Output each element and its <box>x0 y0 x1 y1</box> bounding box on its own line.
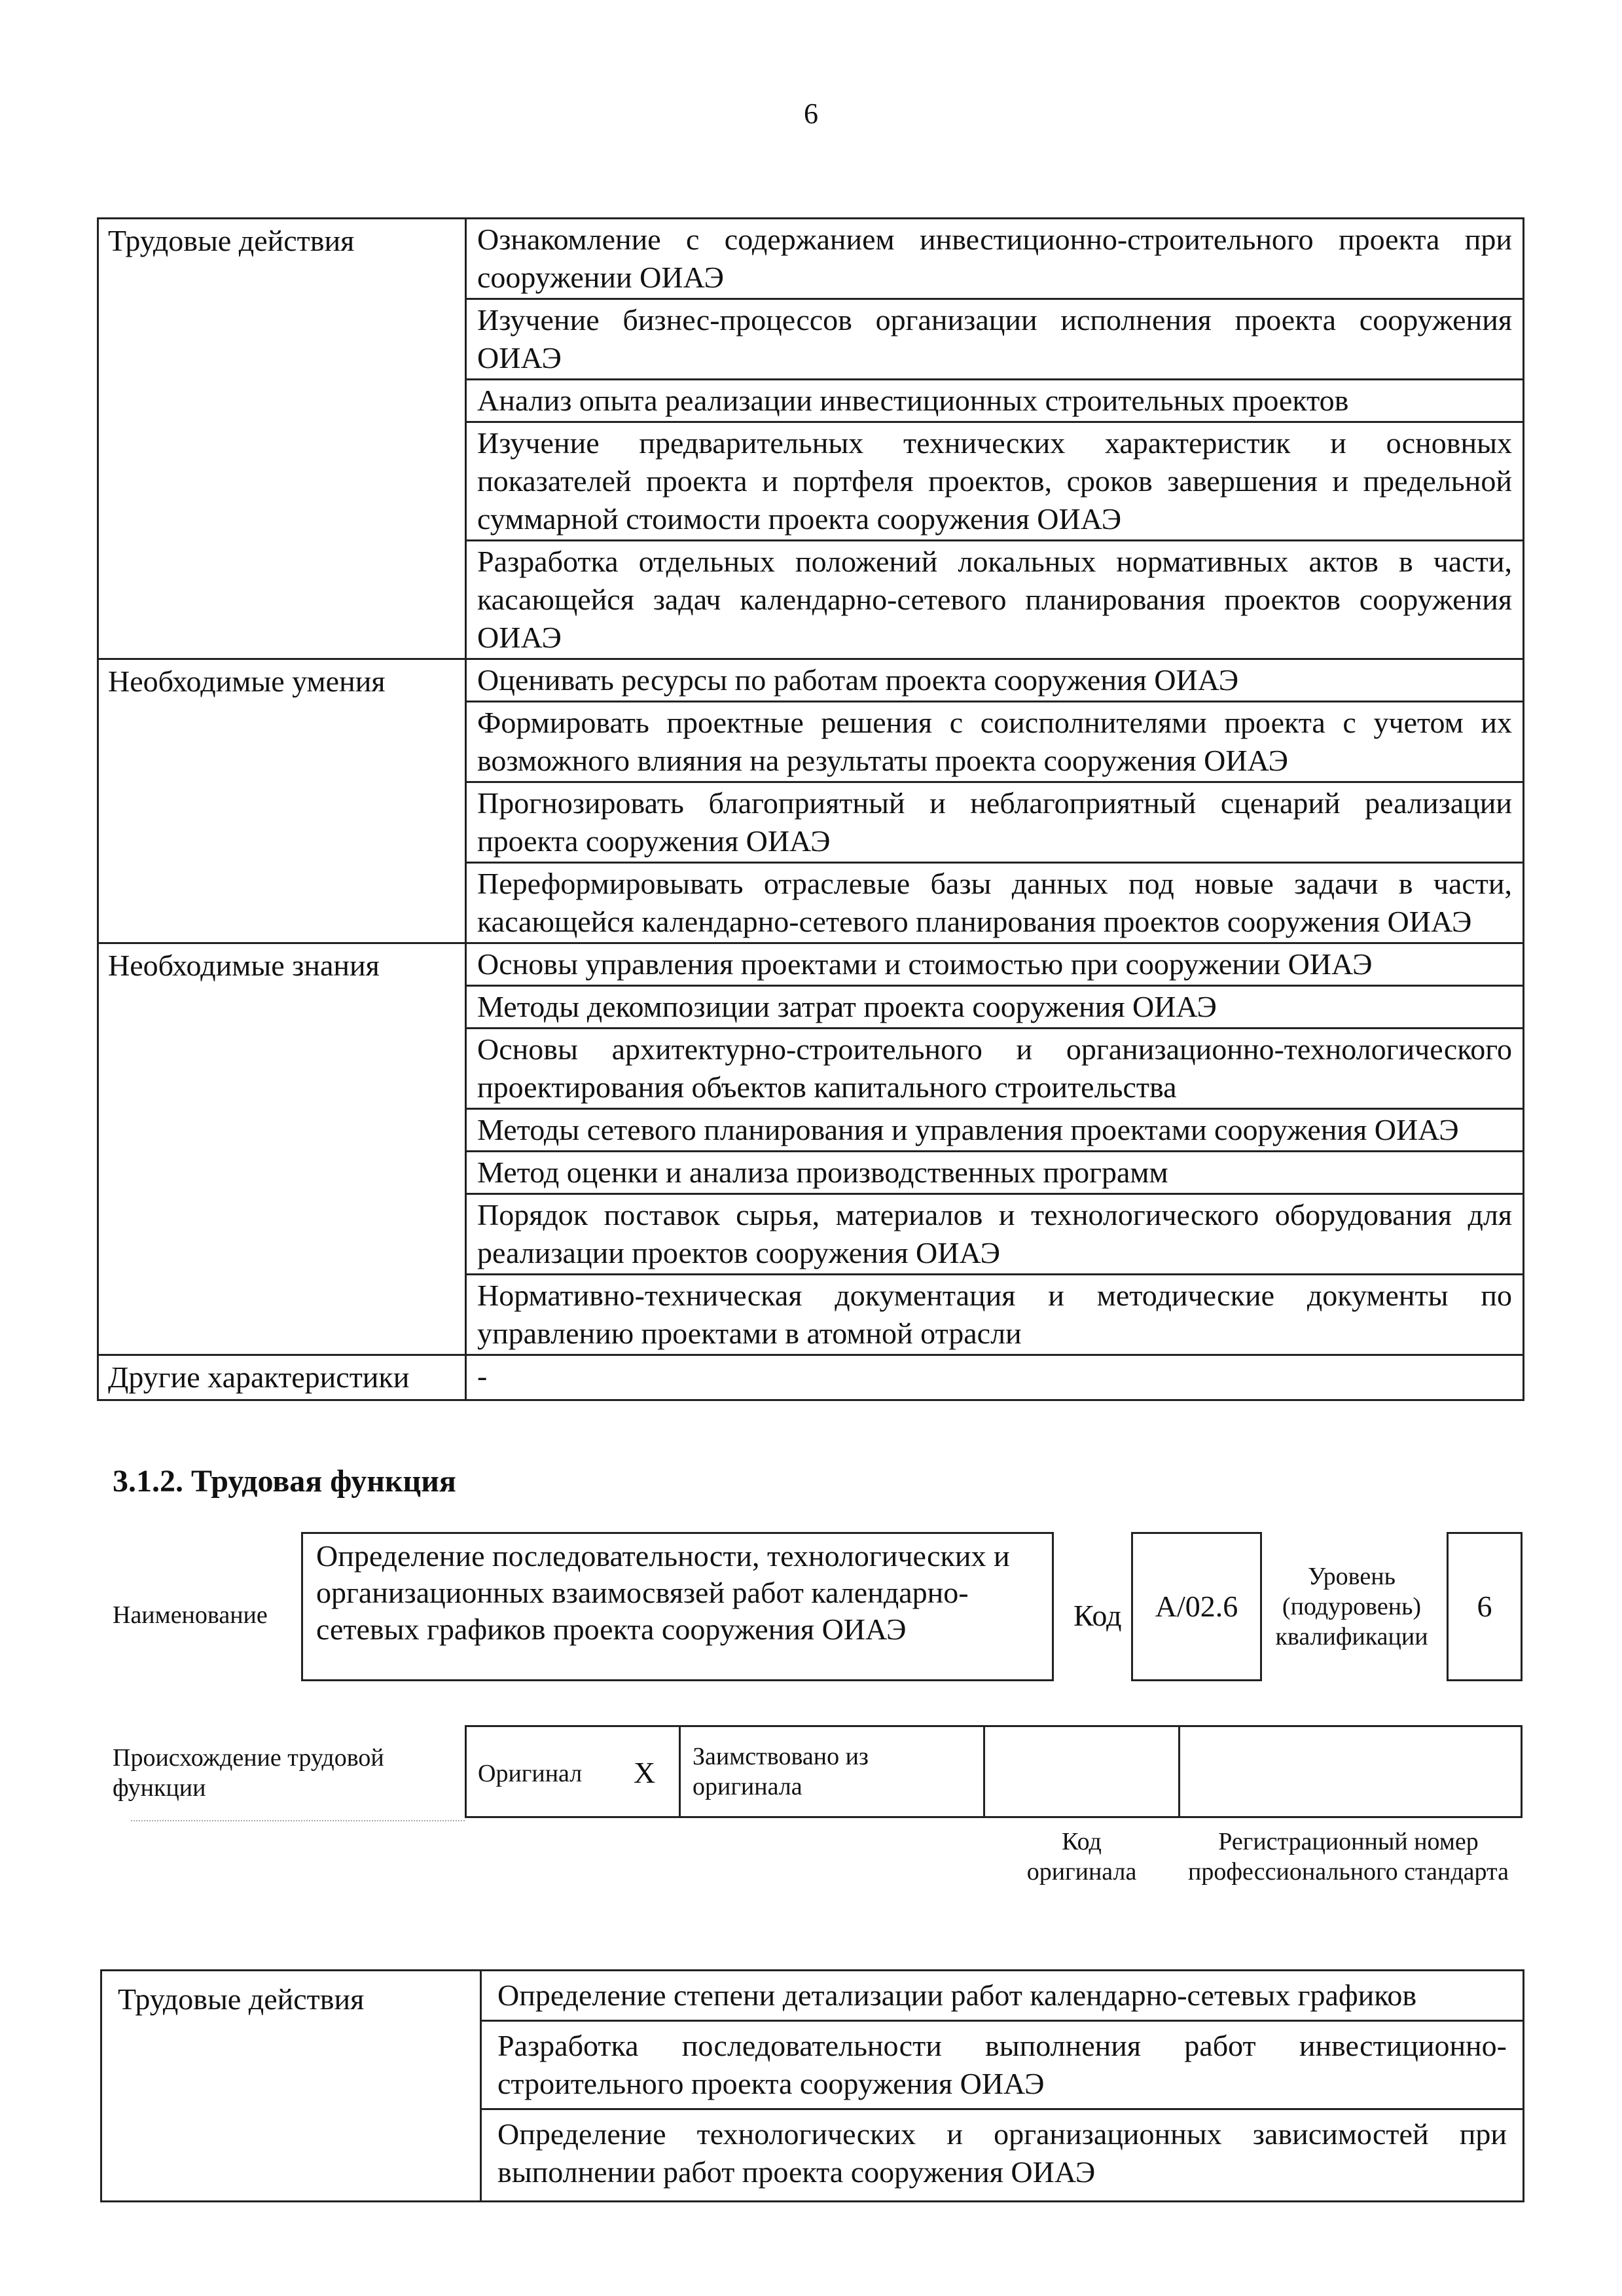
table-cell: Анализ опыта реализации инвестиционных строительных проектов <box>466 380 1524 422</box>
code-value: A/02.6 <box>1155 1590 1238 1623</box>
table-cell: Формировать проектные решения с соисполнителями проекта с учетом их возможного влияния на результаты проекта сооружения ОИАЭ <box>466 702 1524 782</box>
code-label: Код <box>1073 1599 1122 1632</box>
table-cell: Разработка последовательности выполнения работ инвестиционно-строительного проекта сооружения ОИАЭ <box>481 2021 1524 2109</box>
table-row <box>98 943 1524 986</box>
table-row <box>98 659 1524 702</box>
table-cell: Переформировывать отраслевые базы данных под новые задачи в части, касающейся календарно-сетевого планирования проектов сооружения ОИАЭ <box>466 863 1524 943</box>
row-label-labor-actions: Трудовые действия <box>98 219 466 659</box>
divider <box>1178 1725 1180 1818</box>
origin-label: Происхождение трудовой функции <box>113 1744 384 1802</box>
table-cell: Определение технологических и организационных зависимостей при выполнении работ проекта сооружения ОИАЭ <box>481 2109 1524 2202</box>
table-row <box>98 219 1524 299</box>
name-value-box <box>301 1532 1054 1681</box>
code-original-caption: Код оригинала <box>1026 1828 1137 1886</box>
labor-function-table-2 <box>100 1969 1524 2202</box>
divider <box>983 1725 985 1818</box>
divider <box>679 1725 681 1818</box>
origin-box <box>465 1725 1523 1818</box>
table-cell: Методы сетевого планирования и управления проектами сооружения ОИАЭ <box>466 1109 1524 1152</box>
labor-function-table-1 <box>97 217 1524 1401</box>
divider <box>131 1820 465 1821</box>
table-cell: Основы управления проектами и стоимостью при сооружении ОИАЭ <box>466 943 1524 986</box>
table-cell: Порядок поставок сырья, материалов и технологического оборудования для реализации проектов сооружения ОИАЭ <box>466 1194 1524 1275</box>
level-value: 6 <box>1477 1590 1492 1623</box>
row-label-labor-actions: Трудовые действия <box>101 1971 481 2202</box>
table-cell: Изучение бизнес-процессов организации исполнения проекта сооружения ОИАЭ <box>466 299 1524 380</box>
row-label-other-characteristics: Другие характеристики <box>98 1355 466 1400</box>
table-cell: Определение степени детализации работ календарно-сетевых графиков <box>481 1971 1524 2021</box>
section-title: 3.1.2. Трудовая функция <box>113 1464 456 1499</box>
code-value-box <box>1131 1532 1262 1681</box>
table-cell: Нормативно-техническая документация и методические документы по управлению проектами в атомной отрасли <box>466 1275 1524 1355</box>
table-cell: Прогнозировать благоприятный и неблагоприятный сценарий реализации проекта сооружения ОИАЭ <box>466 782 1524 863</box>
table-cell: - <box>466 1355 1524 1400</box>
level-label-wrap <box>1263 1532 1440 1681</box>
table-row <box>98 1355 1524 1400</box>
original-label: Оригинал <box>478 1760 583 1787</box>
name-label: Наименование <box>113 1601 268 1629</box>
table-cell: Метод оценки и анализа производственных программ <box>466 1152 1524 1194</box>
borrowed-label: Заимствовано из оригинала <box>693 1743 869 1800</box>
table-cell: Основы архитектурно-строительного и организационно-технологического проектирования объектов капитального строительства <box>466 1029 1524 1109</box>
row-label-required-knowledge: Необходимые знания <box>98 943 466 1355</box>
table-cell: Изучение предварительных технических характеристик и основных показателей проекта и портфеля проектов, сроков завершения и предельной суммарной стоимости проекта сооружения ОИАЭ <box>466 422 1524 541</box>
table-cell: Оценивать ресурсы по работам проекта сооружения ОИАЭ <box>466 659 1524 702</box>
table-cell: Разработка отдельных положений локальных нормативных актов в части, касающейся задач календарно-сетевого планирования проектов сооружения ОИАЭ <box>466 541 1524 659</box>
table-cell: Ознакомление с содержанием инвестиционно-строительного проекта при сооружении ОИАЭ <box>466 219 1524 299</box>
level-value-box <box>1447 1532 1523 1681</box>
original-mark: X <box>634 1756 656 1789</box>
function-name: Определение последовательности, технологических и организационных взаимосвязей работ календарно-сетевых графиков проекта сооружения ОИАЭ <box>316 1539 1010 1646</box>
table-row <box>101 1971 1524 2021</box>
reg-number-caption: Регистрационный номер профессионального стандарта <box>1188 1828 1509 1886</box>
level-label: Уровень (подуровень) квалификации <box>1275 1563 1428 1650</box>
page-number: 6 <box>804 98 818 130</box>
row-label-required-skills: Необходимые умения <box>98 659 466 943</box>
table-cell: Методы декомпозиции затрат проекта сооружения ОИАЭ <box>466 986 1524 1029</box>
